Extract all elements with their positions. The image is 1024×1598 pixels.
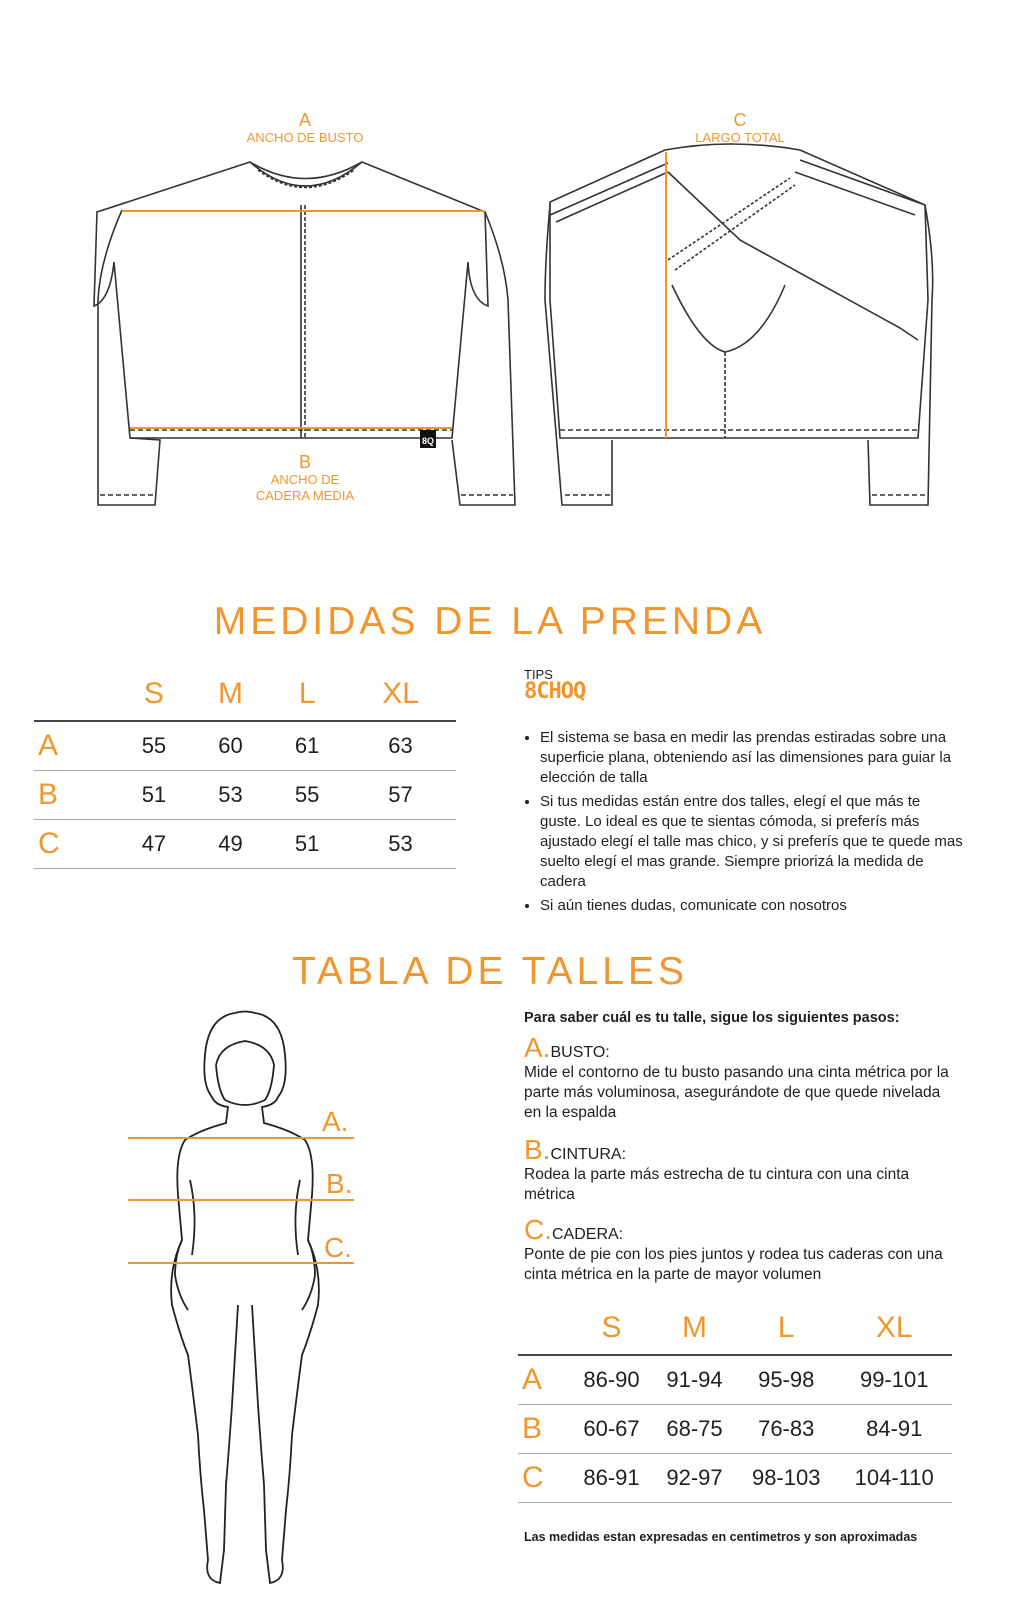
size-chart-title: TABLA DE TALLES (292, 950, 688, 993)
measurement-footnote: Las medidas estan expresadas en centimetros y son aproximadas (524, 1530, 918, 1544)
row-label: B (34, 771, 116, 820)
table-cell: 47 (116, 820, 192, 869)
step-letter: A. (524, 1032, 551, 1063)
step-hip (524, 1214, 954, 1285)
brand-tag-text: 8Q (421, 436, 435, 446)
size-header: M (682, 1311, 707, 1344)
hip-level-line (128, 1262, 354, 1264)
table-cell: 61 (269, 721, 345, 771)
table-cell: 92-97 (653, 1454, 736, 1503)
step-text: Rodea la parte más estrecha de tu cintura con una cinta métrica (524, 1166, 910, 1203)
table-cell: 53 (345, 820, 456, 869)
figure-label-a: A. (322, 1106, 349, 1137)
size-header: S (601, 1311, 622, 1344)
tip-item: • Si aún tienes dudas, comunicate con nosotros (540, 896, 964, 916)
body-size-header-row (518, 1302, 952, 1355)
table-cell: 57 (345, 771, 456, 820)
table-row (34, 721, 456, 771)
tip-item: • El sistema se basa en medir las prendas estiradas sobre una superficie plana, obteniendo así las dimensiones para guiar la elección de talla (540, 728, 964, 788)
tip-item: • Si tus medidas están entre dos talles, elegí el que más te guste. Lo ideal es que te sientas cómoda, si preferís más ajustado elegí el talle mas chico, y si preferís que te quede mas suelto elegí el mas grande. Siempre priorizá la medida de cadera (540, 792, 964, 892)
tips-heading (524, 668, 585, 703)
label-b-text-2: CADERA MEDIA (255, 488, 355, 503)
step-letter: B. (524, 1134, 551, 1165)
table-row (518, 1355, 952, 1405)
row-label: A (34, 721, 116, 771)
garment-measures-title: MEDIDAS DE LA PRENDA (213, 600, 767, 643)
step-bust (524, 1032, 954, 1123)
label-a-letter: A (298, 110, 311, 130)
size-chart-intro: Para saber cuál es tu talle, sigue los siguientes pasos: (524, 1010, 900, 1026)
label-a-bust-width (230, 110, 380, 146)
label-c-letter: C (733, 110, 747, 130)
table-cell: 76-83 (736, 1405, 836, 1454)
figure-label-c: C. (324, 1232, 352, 1263)
waist-level-line (128, 1199, 354, 1201)
row-label: C (518, 1454, 570, 1503)
bust-level-line (128, 1137, 354, 1139)
tips-list (524, 728, 964, 920)
size-header: M (218, 677, 244, 710)
size-header: L (777, 1311, 795, 1344)
table-cell: 63 (345, 721, 456, 771)
table-cell: 91-94 (653, 1355, 736, 1405)
step-text: Mide el contorno de tu busto pasando una cinta métrica por la parte más voluminosa, asegurándote de que quede nivelada en la espalda (524, 1064, 949, 1121)
table-cell: 99-101 (836, 1355, 952, 1405)
table-cell: 51 (116, 771, 192, 820)
step-name: CINTURA: (550, 1146, 627, 1163)
table-cell: 55 (116, 721, 192, 771)
table-cell: 60 (192, 721, 269, 771)
size-header: XL (875, 1311, 913, 1344)
garment-size-table (34, 668, 456, 869)
body-size-table (518, 1302, 952, 1503)
table-cell: 53 (192, 771, 269, 820)
size-header: L (298, 677, 316, 710)
step-waist (524, 1134, 954, 1205)
table-row (34, 820, 456, 869)
back-garment-drawing (545, 144, 933, 505)
row-label: B (518, 1405, 570, 1454)
figure-label-b: B. (326, 1168, 353, 1199)
woman-outline-icon (171, 1012, 319, 1584)
table-cell: 86-91 (570, 1454, 653, 1503)
table-cell: 84-91 (836, 1405, 952, 1454)
table-cell: 104-110 (836, 1454, 952, 1503)
tips-label: TIPS (524, 667, 553, 682)
table-cell: 95-98 (736, 1355, 836, 1405)
table-cell: 60-67 (570, 1405, 653, 1454)
table-row (518, 1405, 952, 1454)
step-name: BUSTO: (550, 1044, 610, 1061)
label-b-text-1: ANCHO DE (270, 472, 340, 487)
label-c-total-length (665, 110, 815, 146)
table-row (34, 771, 456, 820)
size-header: S (143, 677, 164, 710)
step-name: CADERA: (552, 1226, 624, 1243)
brand-logo: 8CHOQ (524, 679, 586, 704)
step-letter: C. (524, 1214, 552, 1245)
label-c-text: LARGO TOTAL (695, 130, 785, 145)
garment-diagrams (0, 0, 1024, 560)
table-cell: 55 (269, 771, 345, 820)
label-b-hip-width (230, 452, 380, 504)
step-text: Ponte de pie con los pies juntos y rodea tus caderas con una cinta métrica en la parte de mayor volumen (524, 1246, 943, 1283)
table-row (518, 1454, 952, 1503)
table-cell: 98-103 (736, 1454, 836, 1503)
garment-size-header-row (34, 668, 456, 721)
table-cell: 49 (192, 820, 269, 869)
body-silhouette-figure (120, 1005, 370, 1595)
table-cell: 68-75 (653, 1405, 736, 1454)
table-cell: 86-90 (570, 1355, 653, 1405)
row-label: A (518, 1355, 570, 1405)
table-cell: 51 (269, 820, 345, 869)
row-label: C (34, 820, 116, 869)
label-a-text: ANCHO DE BUSTO (246, 130, 364, 145)
label-b-letter: B (298, 452, 311, 472)
size-header: XL (382, 677, 419, 710)
